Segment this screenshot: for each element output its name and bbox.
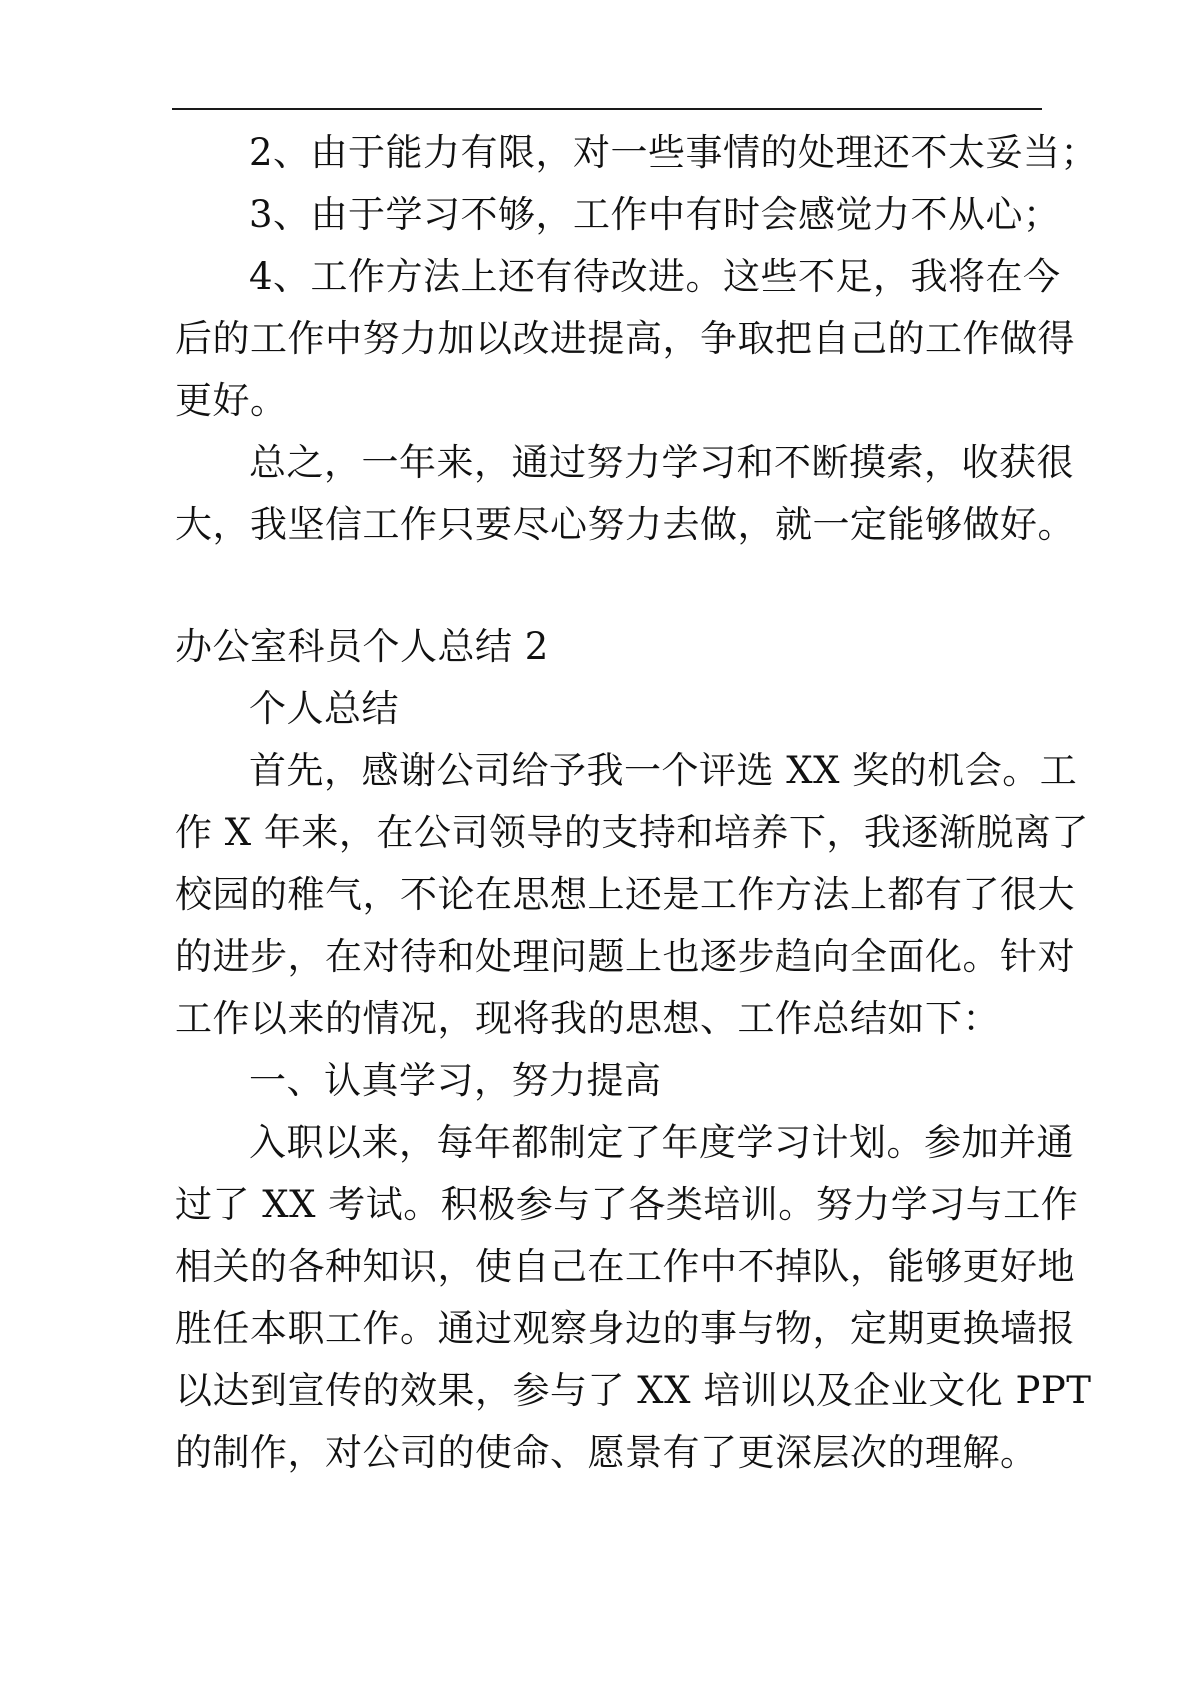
- paragraph-line: 大，我坚信工作只要尽心努力去做，就一定能够做好。: [175, 503, 1075, 546]
- section-gap: [175, 556, 1045, 616]
- document-body: [175, 122, 1099, 1484]
- header-rule: [172, 108, 1042, 110]
- paragraph-line: 作 X 年来，在公司领导的支持和培养下，我逐渐脱离了: [175, 811, 1089, 854]
- paragraph-line: 更好。: [175, 379, 288, 422]
- paragraph-line: 过了 XX 考试。积极参与了各类培训。努力学习与工作: [175, 1183, 1079, 1226]
- paragraph-line: 相关的各种知识，使自己在工作中不掉队，能够更好地: [175, 1245, 1075, 1288]
- paragraph-line: 工作以来的情况，现将我的思想、工作总结如下：: [175, 997, 1000, 1040]
- section-title: 办公室科员个人总结 2: [175, 625, 549, 668]
- paragraph-line: 的制作，对公司的使命、愿景有了更深层次的理解。: [175, 1431, 1038, 1474]
- list-item-3: 3、由于学习不够，工作中有时会感觉力不从心；: [249, 193, 1061, 236]
- paragraph-line: 胜任本职工作。通过观察身边的事与物，定期更换墙报: [175, 1307, 1075, 1350]
- paragraph-line: 校园的稚气，不论在思想上还是工作方法上都有了很大: [175, 873, 1075, 916]
- list-item-4: 4、工作方法上还有待改进。这些不足，我将在今: [249, 255, 1061, 298]
- intro-paragraph: 首先，感谢公司给予我一个评选 XX 奖的机会。工: [249, 749, 1078, 792]
- point-heading: 一、认真学习，努力提高: [249, 1059, 662, 1102]
- paragraph-line: 以达到宣传的效果，参与了 XX 培训以及企业文化 PPT: [175, 1369, 1092, 1412]
- subsection-heading: 个人总结: [249, 687, 399, 730]
- paragraph-line: 后的工作中努力加以改进提高，争取把自己的工作做得: [175, 317, 1075, 360]
- paragraph-line: 的进步，在对待和处理问题上也逐步趋向全面化。针对: [175, 935, 1075, 978]
- conclusion-paragraph: 总之，一年来，通过努力学习和不断摸索，收获很: [249, 441, 1074, 484]
- list-item-2: 2、由于能力有限，对一些事情的处理还不太妥当；: [249, 131, 1099, 174]
- study-paragraph: 入职以来，每年都制定了年度学习计划。参加并通: [249, 1121, 1074, 1164]
